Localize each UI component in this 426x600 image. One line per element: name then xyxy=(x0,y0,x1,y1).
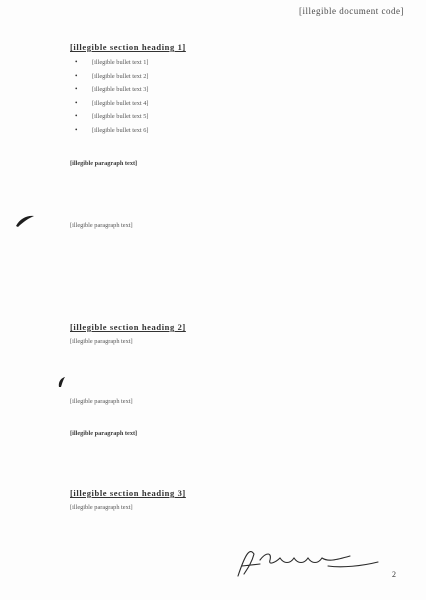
section-title-dosage: [illegible section heading 2] xyxy=(70,322,186,332)
bullet-icon: • xyxy=(75,98,78,107)
bullet-icon: • xyxy=(75,71,78,80)
list-item-text: [illegible bullet text 6] xyxy=(92,126,149,134)
list-item xyxy=(72,99,392,109)
paragraph: [illegible paragraph text] xyxy=(70,430,138,437)
list-item-text: [illegible bullet text 1] xyxy=(92,59,149,66)
contraindications-list xyxy=(72,58,392,140)
document-number: [illegible document code] xyxy=(299,6,404,16)
bullet-icon: • xyxy=(75,85,78,94)
scan-mark-icon xyxy=(14,214,36,228)
list-item-text: [illegible bullet text 2] xyxy=(92,72,149,80)
scan-mark-icon xyxy=(56,376,66,388)
paragraph: [illegible paragraph text] xyxy=(70,222,133,229)
list-item-text: [illegible bullet text 3] xyxy=(92,86,149,94)
bullet-icon: • xyxy=(75,58,78,66)
bullet-icon: • xyxy=(75,112,78,121)
bullet-icon: • xyxy=(75,125,78,134)
list-item-text: [illegible bullet text 4] xyxy=(92,99,149,107)
list-item xyxy=(72,85,392,95)
paragraph: [illegible paragraph text] xyxy=(70,504,133,511)
list-item xyxy=(72,72,392,82)
paragraph: [illegible paragraph text] xyxy=(70,338,133,345)
paragraph: [illegible paragraph text] xyxy=(70,160,138,167)
section-title-contraindications: [illegible section heading 1] xyxy=(70,42,186,52)
list-item xyxy=(72,126,392,136)
signature-image xyxy=(232,546,382,580)
section-title-side-effects: [illegible section heading 3] xyxy=(70,488,186,498)
list-item xyxy=(72,58,392,68)
list-item-text: [illegible bullet text 5] xyxy=(92,113,149,121)
page-number: 2 xyxy=(392,570,396,579)
paragraph: [illegible paragraph text] xyxy=(70,398,133,405)
list-item xyxy=(72,112,392,122)
